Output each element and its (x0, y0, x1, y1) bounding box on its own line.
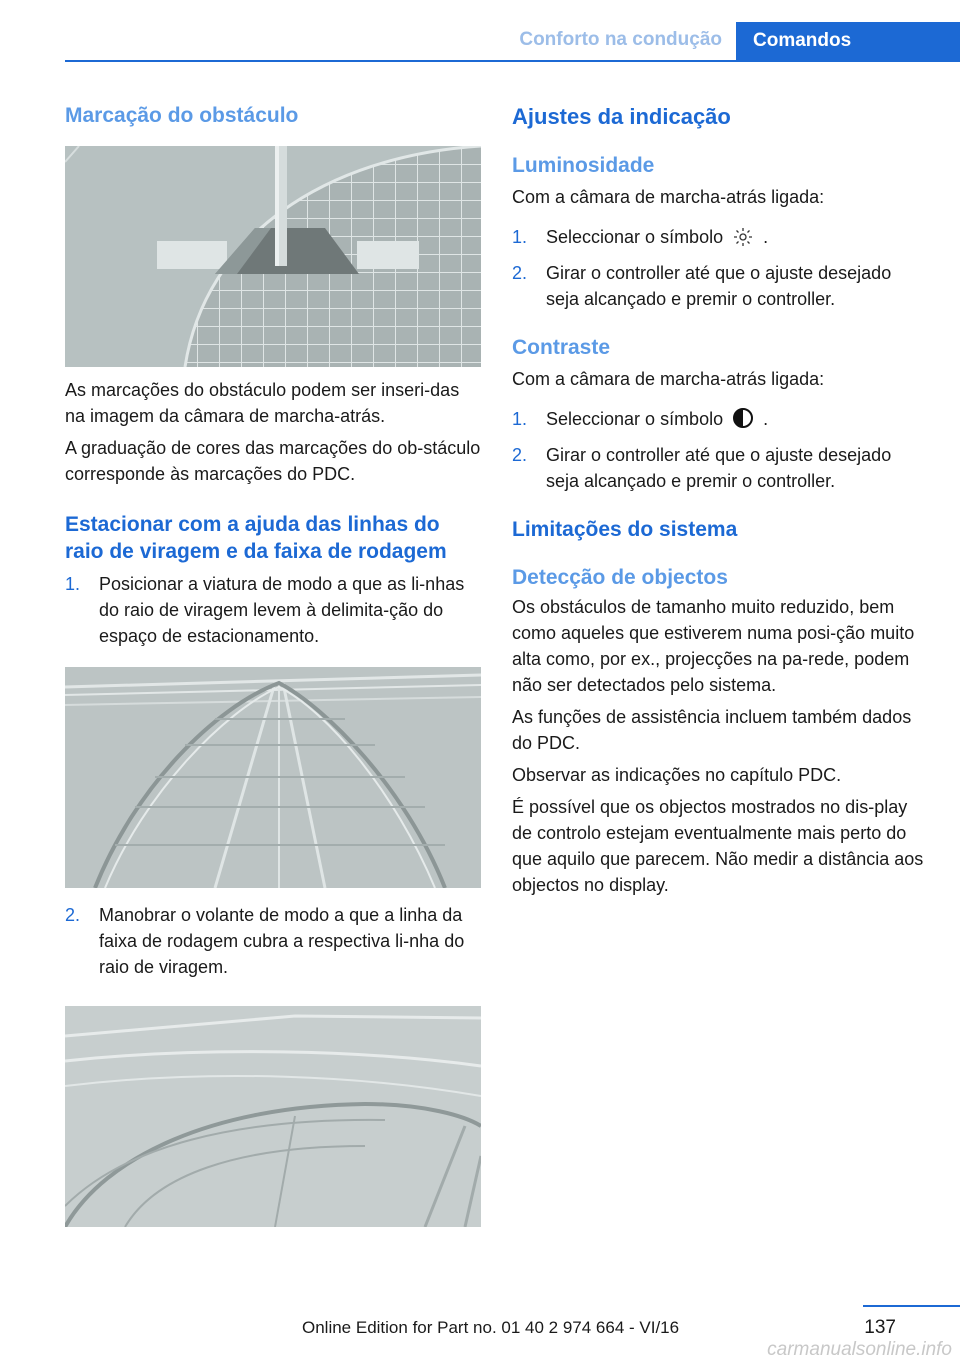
step-text: Girar o controller até que o ajuste desejado seja alcançado e premir o controller. (546, 263, 892, 309)
sun-icon (731, 227, 755, 254)
step-number: 2. (65, 905, 81, 925)
list-item (512, 442, 928, 494)
list-item (512, 224, 928, 254)
right-column (512, 100, 928, 898)
parking-steps-2 (65, 902, 481, 980)
obstacle-heading: Marcação do obstáculo (65, 104, 299, 127)
lane-line-image (65, 1006, 481, 1227)
obstacle-paragraph-1: As marcações do obstáculo podem ser inseri-das na imagem da câmara de marcha-atrás. (65, 380, 460, 426)
detection-paragraph-2: As funções de assistência incluem também dados do PDC. (512, 707, 912, 753)
watermark: carmanualsonline.info (767, 1339, 952, 1360)
list-item (512, 406, 928, 436)
step-text-end: . (763, 409, 769, 429)
step-text: Manobrar o volante de modo a que a linha da faixa de rodagem cubra a respectiva li-nha do raio de viragem. (99, 905, 465, 977)
section-tab[interactable]: Conforto na condução (519, 29, 722, 50)
contrast-icon (731, 407, 755, 436)
list-item (65, 571, 481, 649)
page-number: 137 (864, 1317, 896, 1338)
step-text: Posicionar a viatura de modo a que as li-nhas do raio de viragem levem à delimita-ção do espaço de estacionamento. (99, 574, 465, 646)
step-text: Girar o controller até que o ajuste desejado seja alcançado e premir o controller. (546, 445, 892, 491)
turning-radius-image (65, 667, 481, 888)
header-rule (65, 60, 960, 62)
footer-edition: Online Edition for Part no. 01 40 2 974 664 - VI/16 (302, 1318, 680, 1337)
step-text: Seleccionar o símbolo (546, 409, 724, 429)
step-number: 1. (65, 574, 81, 594)
step-text-end: . (763, 227, 769, 247)
detection-paragraph-1: Os obstáculos de tamanho muito reduzido, bem como aqueles que estiverem numa posi-ção muito alta como, por ex., projecções na pa-rede, podem não ser detectados pelo sistema. (512, 597, 915, 695)
step-text: Seleccionar o símbolo (546, 227, 724, 247)
list-item (65, 902, 481, 980)
obstacle-paragraph-2: A graduação de cores das marcações do ob-stáculo corresponde às marcações do PDC. (65, 438, 481, 484)
brightness-intro: Com a câmara de marcha-atrás ligada: (512, 187, 825, 207)
brightness-steps (512, 224, 928, 312)
step-number: 2. (512, 263, 528, 283)
step-number: 1. (512, 409, 528, 429)
footer-rule (863, 1305, 960, 1307)
step-number: 2. (512, 445, 528, 465)
detection-heading: Detecção de objectos (512, 566, 728, 589)
obstacle-marking-image (65, 146, 481, 367)
contrast-heading: Contraste (512, 336, 611, 359)
list-item (512, 260, 928, 312)
brightness-heading: Luminosidade (512, 154, 655, 177)
contrast-steps (512, 406, 928, 494)
step-number: 1. (512, 227, 528, 247)
parking-heading: Estacionar com a ajuda das linhas do raio de viragem e da faixa de rodagem (65, 513, 447, 563)
parking-steps-1 (65, 571, 481, 649)
contrast-intro: Com a câmara de marcha-atrás ligada: (512, 369, 825, 389)
chapter-tab[interactable]: Comandos (736, 22, 960, 62)
limits-heading: Limitações do sistema (512, 518, 738, 541)
left-column (65, 100, 481, 1227)
settings-heading: Ajustes da indicação (512, 104, 731, 129)
detection-paragraph-3: Observar as indicações no capítulo PDC. (512, 765, 842, 785)
detection-paragraph-4: É possível que os objectos mostrados no dis-play de controlo estejam eventualmente mais perto do que aquilo que parecem. Não medir a distância aos objectos no display. (512, 797, 924, 895)
page-header (0, 0, 960, 62)
